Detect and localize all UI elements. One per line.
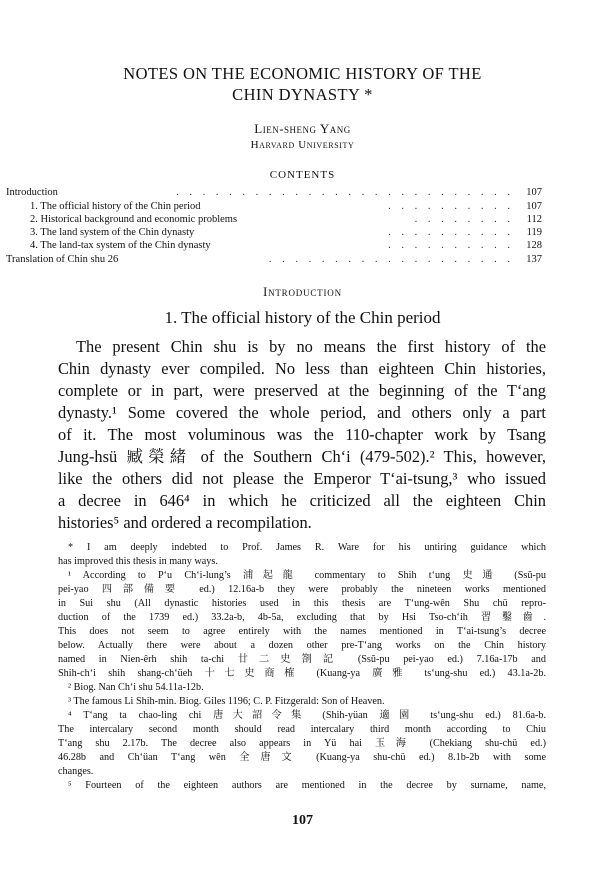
toc-leader-dots: . . . . . . . . . . bbox=[388, 201, 514, 212]
paper-title-line-1: NOTES ON THE ECONOMIC HISTORY OF THE bbox=[123, 64, 482, 83]
section-heading: Introduction bbox=[263, 285, 342, 299]
toc-entry-label: 4. The land-tax system of the Chin dynasty bbox=[30, 240, 211, 251]
footnote-line: ⁴ T‘ang ta chao-ling chi 唐大詔令集 (Shih-yüan 適園 ts‘ung-shu ed.) 81.6a-b. bbox=[68, 710, 546, 721]
footnote-line: ¹ According to P‘u Ch‘i-lung’s 浦起龍 commentary to Shih t‘ung 史通 (Ssŭ-pu bbox=[68, 570, 546, 581]
footnote-line: ² Biog. Nan Ch‘i shu 54.11a-12b. bbox=[68, 682, 204, 693]
toc-entry bbox=[30, 200, 542, 213]
body-text-line: Jung-hsü 臧榮緒 of the Southern Ch‘i (479-502).² This, however, bbox=[58, 447, 546, 466]
toc-entry-label: Translation of Chin shu 26 bbox=[6, 254, 119, 265]
body-text-line: complete or in part, were preserved at the beginning of the T‘ang bbox=[58, 381, 546, 400]
toc-entry bbox=[30, 239, 542, 252]
toc-leader-dots: . . . . . . . . bbox=[414, 214, 514, 225]
footnote-line: * I am deeply indebted to Prof. James R. Ware for his untiring guidance which bbox=[68, 542, 546, 553]
contents-heading: CONTENTS bbox=[269, 169, 336, 181]
toc-entry-page: 107 bbox=[526, 187, 542, 198]
footnote-line: This does not seem to agree entirely with the names mentioned in T‘ai-tsung’s decree bbox=[58, 626, 546, 637]
footnote-line: T‘ang shu 2.17b. The decree also appears in Yü hai 玉海 (Chekiang shu-chü ed.) bbox=[58, 738, 546, 749]
body-text-line: histories⁵ and ordered a recompilation. bbox=[58, 513, 312, 532]
toc-leader-dots: . . . . . . . . . . . . . . . . . . . bbox=[268, 254, 514, 265]
toc-leader-dots: . . . . . . . . . . bbox=[388, 227, 514, 238]
body-text-line: Chin dynasty ever compiled. No less than eighteen Chin histories, bbox=[58, 359, 546, 378]
author-affiliation: Harvard University bbox=[250, 139, 355, 151]
toc-entry-page: 137 bbox=[526, 254, 542, 265]
paper-title-line-2: CHIN DYNASTY * bbox=[232, 85, 373, 104]
footnote-line: changes. bbox=[58, 766, 94, 777]
footnote-line: The intercalary second month should read intercalary third month according to Chiu bbox=[58, 724, 546, 735]
author-name: Lien-sheng Yang bbox=[254, 121, 351, 136]
toc-entry-label: Introduction bbox=[6, 187, 58, 198]
toc-entry-page: 112 bbox=[526, 214, 542, 225]
footnote-line: in Sui shu (All dynastic histories used in this thesis are T‘ung-wên Shu chü repro- bbox=[58, 598, 546, 609]
toc-leader-dots: . . . . . . . . . . . . . . . . . . . . . . . . . . bbox=[176, 187, 514, 198]
toc-entry-label: 1. The official history of the Chin period bbox=[30, 201, 201, 212]
footnote-line: 46.28b and Ch‘üan T‘ang wên 全唐文 (Kuang-ya shu-chü ed.) 8.1b-2b with some bbox=[58, 752, 546, 763]
footnote-line: pei-yao 四部備要 ed.) 12.16a-b they were probably the nineteen works mentioned bbox=[58, 584, 546, 595]
footnote-line: duction of the 1739 ed.) 33.2a-b, 4b-5a, excluding that by Hsi Tso-ch‘ih 習鑿齒. bbox=[58, 612, 546, 623]
footnote-line: below. Actually there were about a dozen other pre-T‘ang works on the Chin history bbox=[58, 640, 546, 651]
body-text-line: dynasty.¹ Some covered the whole period, and others only a part bbox=[58, 403, 546, 422]
body-text-line: of it. The most voluminous was the 110-chapter work by Tsang bbox=[58, 425, 546, 444]
footnote-line: ³ The famous Li Shih-min. Biog. Giles 1196; C. P. Fitzgerald: Son of Heaven. bbox=[68, 696, 385, 707]
footnote-line: Shih-ch‘i shih shang-ch‘üeh 十七史商榷 (Kuang-ya 廣雅 ts‘ung-shu ed.) 43.1a-2b. bbox=[58, 668, 546, 679]
toc-entry-label: 2. Historical background and economic problems bbox=[30, 214, 238, 225]
toc-entry-page: 128 bbox=[526, 240, 542, 251]
footnote-line: named in Nien-êrh shih ta-chi 廿二史劄記 (Ssŭ-pu pei-yao ed.) 7.16a-17b and bbox=[58, 654, 546, 665]
page-number: 107 bbox=[292, 813, 313, 828]
toc-entry-page: 119 bbox=[526, 227, 542, 238]
footnote-line: ⁵ Fourteen of the eighteen authors are mentioned in the decree by surname, name, bbox=[68, 780, 546, 791]
toc-entry bbox=[30, 226, 542, 239]
toc-entry bbox=[6, 253, 542, 266]
body-text-line: a decree in 646⁴ in which he criticized all the eighteen Chin bbox=[58, 491, 546, 510]
footnote-line: has improved this thesis in many ways. bbox=[58, 556, 218, 567]
toc-entry-page: 107 bbox=[526, 201, 542, 212]
toc-entry bbox=[6, 186, 542, 199]
toc-entry-label: 3. The land system of the Chin dynasty bbox=[30, 227, 195, 238]
body-text-line: The present Chin shu is by no means the first history of the bbox=[76, 337, 546, 356]
toc-leader-dots: . . . . . . . . . . bbox=[388, 240, 514, 251]
subsection-heading: 1. The official history of the Chin period bbox=[164, 308, 441, 327]
body-text-line: like the others did not please the Emperor T‘ai-tsung,³ who issued bbox=[58, 469, 546, 488]
toc-entry bbox=[30, 213, 542, 226]
